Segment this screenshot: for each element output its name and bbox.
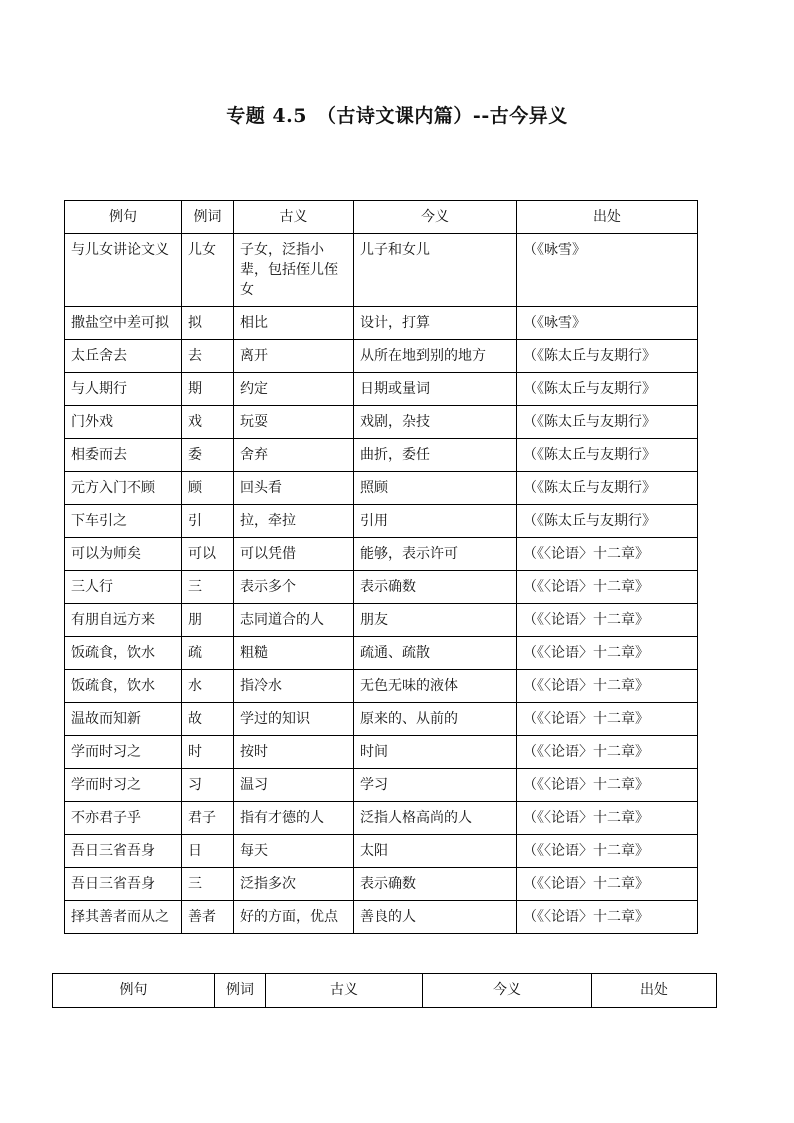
- table-row: [65, 505, 698, 538]
- cell-example-sentence: 不亦君子乎: [65, 802, 182, 835]
- cell-example-sentence: 学而时习之: [65, 769, 182, 802]
- cell-source: （《〈论语〉十二章》: [517, 538, 698, 571]
- table2-header-example-sentence: 例句: [53, 974, 215, 1008]
- cell-modern-meaning: 无色无味的液体: [354, 670, 517, 703]
- cell-source: （《陈太丘与友期行》: [517, 373, 698, 406]
- cell-example-sentence: 三人行: [65, 571, 182, 604]
- table-row: [65, 307, 698, 340]
- cell-ancient-meaning: 指冷水: [234, 670, 354, 703]
- cell-example-word: 日: [182, 835, 234, 868]
- cell-ancient-meaning: 离开: [234, 340, 354, 373]
- cell-source: （《〈论语〉十二章》: [517, 670, 698, 703]
- table-row: [65, 901, 698, 934]
- cell-source: （《咏雪》: [517, 234, 698, 307]
- cell-example-word: 去: [182, 340, 234, 373]
- cell-example-word: 可以: [182, 538, 234, 571]
- cell-example-sentence: 吾日三省吾身: [65, 835, 182, 868]
- cell-example-sentence: 撒盐空中差可拟: [65, 307, 182, 340]
- cell-modern-meaning: 疏通、疏散: [354, 637, 517, 670]
- table-row: [65, 340, 698, 373]
- cell-modern-meaning: 学习: [354, 769, 517, 802]
- cell-source: （《〈论语〉十二章》: [517, 802, 698, 835]
- cell-ancient-meaning: 回头看: [234, 472, 354, 505]
- table-row: [65, 439, 698, 472]
- cell-modern-meaning: 泛指人格高尚的人: [354, 802, 517, 835]
- cell-modern-meaning: 时间: [354, 736, 517, 769]
- table-body: [65, 234, 698, 934]
- table-row: [65, 571, 698, 604]
- cell-source: （《〈论语〉十二章》: [517, 571, 698, 604]
- cell-modern-meaning: 曲折，委任: [354, 439, 517, 472]
- cell-ancient-meaning: 志同道合的人: [234, 604, 354, 637]
- cell-source: （《〈论语〉十二章》: [517, 604, 698, 637]
- cell-source: （《咏雪》: [517, 307, 698, 340]
- header-example-word: 例词: [182, 201, 234, 234]
- cell-ancient-meaning: 表示多个: [234, 571, 354, 604]
- cell-source: （《〈论语〉十二章》: [517, 868, 698, 901]
- cell-ancient-meaning: 约定: [234, 373, 354, 406]
- cell-modern-meaning: 儿子和女儿: [354, 234, 517, 307]
- cell-example-word: 三: [182, 571, 234, 604]
- table-row: [65, 703, 698, 736]
- cell-example-sentence: 吾日三省吾身: [65, 868, 182, 901]
- header-modern-meaning: 今义: [354, 201, 517, 234]
- cell-ancient-meaning: 好的方面，优点: [234, 901, 354, 934]
- cell-source: （《陈太丘与友期行》: [517, 505, 698, 538]
- word-meaning-table-2: [52, 973, 717, 1008]
- cell-example-word: 故: [182, 703, 234, 736]
- header-ancient-meaning: 古义: [234, 201, 354, 234]
- cell-example-sentence: 元方入门不顾: [65, 472, 182, 505]
- cell-source: （《〈论语〉十二章》: [517, 769, 698, 802]
- cell-ancient-meaning: 拉，牵拉: [234, 505, 354, 538]
- cell-source: （《陈太丘与友期行》: [517, 472, 698, 505]
- cell-modern-meaning: 引用: [354, 505, 517, 538]
- cell-example-word: 君子: [182, 802, 234, 835]
- table-row: [65, 637, 698, 670]
- cell-ancient-meaning: 相比: [234, 307, 354, 340]
- cell-example-sentence: 相委而去: [65, 439, 182, 472]
- cell-example-word: 委: [182, 439, 234, 472]
- cell-source: （《〈论语〉十二章》: [517, 835, 698, 868]
- table-row: [65, 835, 698, 868]
- table2-header-ancient-meaning: 古义: [266, 974, 423, 1008]
- cell-example-sentence: 饭疏食，饮水: [65, 637, 182, 670]
- cell-example-word: 三: [182, 868, 234, 901]
- cell-example-word: 水: [182, 670, 234, 703]
- cell-ancient-meaning: 指有才德的人: [234, 802, 354, 835]
- cell-example-word: 期: [182, 373, 234, 406]
- cell-example-sentence: 门外戏: [65, 406, 182, 439]
- cell-ancient-meaning: 温习: [234, 769, 354, 802]
- cell-modern-meaning: 戏剧，杂技: [354, 406, 517, 439]
- table-header-row: [65, 201, 698, 234]
- table2-header-row: [53, 974, 717, 1008]
- cell-modern-meaning: 设计，打算: [354, 307, 517, 340]
- table2-header-example-word: 例词: [215, 974, 266, 1008]
- cell-example-word: 朋: [182, 604, 234, 637]
- table-row: [65, 736, 698, 769]
- table-row: [65, 604, 698, 637]
- table-row: [65, 769, 698, 802]
- table-row: [65, 406, 698, 439]
- table-row: [65, 868, 698, 901]
- cell-example-word: 拟: [182, 307, 234, 340]
- cell-example-word: 戏: [182, 406, 234, 439]
- cell-ancient-meaning: 子女，泛指小辈，包括侄儿侄女: [234, 234, 354, 307]
- cell-ancient-meaning: 可以凭借: [234, 538, 354, 571]
- cell-example-word: 时: [182, 736, 234, 769]
- table-row: [65, 373, 698, 406]
- cell-modern-meaning: 日期或量词: [354, 373, 517, 406]
- cell-example-word: 习: [182, 769, 234, 802]
- table-row: [65, 538, 698, 571]
- cell-example-sentence: 太丘舍去: [65, 340, 182, 373]
- cell-modern-meaning: 表示确数: [354, 868, 517, 901]
- cell-ancient-meaning: 粗糙: [234, 637, 354, 670]
- table2-header-modern-meaning: 今义: [423, 974, 592, 1008]
- cell-example-sentence: 下车引之: [65, 505, 182, 538]
- cell-example-sentence: 学而时习之: [65, 736, 182, 769]
- cell-example-word: 引: [182, 505, 234, 538]
- cell-example-word: 顾: [182, 472, 234, 505]
- cell-ancient-meaning: 学过的知识: [234, 703, 354, 736]
- cell-example-sentence: 与儿女讲论文义: [65, 234, 182, 307]
- cell-example-word: 儿女: [182, 234, 234, 307]
- table2-header-source: 出处: [592, 974, 717, 1008]
- cell-example-sentence: 可以为师矣: [65, 538, 182, 571]
- cell-modern-meaning: 能够，表示许可: [354, 538, 517, 571]
- table-row: [65, 802, 698, 835]
- cell-source: （《陈太丘与友期行》: [517, 439, 698, 472]
- cell-source: （《陈太丘与友期行》: [517, 406, 698, 439]
- header-example-sentence: 例句: [65, 201, 182, 234]
- word-meaning-table: [64, 200, 698, 934]
- cell-example-sentence: 温故而知新: [65, 703, 182, 736]
- cell-ancient-meaning: 玩耍: [234, 406, 354, 439]
- table-row: [65, 472, 698, 505]
- cell-modern-meaning: 朋友: [354, 604, 517, 637]
- cell-ancient-meaning: 每天: [234, 835, 354, 868]
- cell-example-sentence: 择其善者而从之: [65, 901, 182, 934]
- cell-source: （《陈太丘与友期行》: [517, 340, 698, 373]
- page-title: 专题 4.5 （古诗文课内篇）--古今异义: [226, 105, 568, 127]
- cell-source: （《〈论语〉十二章》: [517, 736, 698, 769]
- table-row: [65, 670, 698, 703]
- cell-source: （《〈论语〉十二章》: [517, 637, 698, 670]
- cell-example-sentence: 饭疏食，饮水: [65, 670, 182, 703]
- cell-ancient-meaning: 按时: [234, 736, 354, 769]
- cell-modern-meaning: 太阳: [354, 835, 517, 868]
- cell-example-word: 善者: [182, 901, 234, 934]
- cell-modern-meaning: 从所在地到别的地方: [354, 340, 517, 373]
- table-row: [65, 234, 698, 307]
- cell-modern-meaning: 善良的人: [354, 901, 517, 934]
- cell-example-word: 疏: [182, 637, 234, 670]
- cell-modern-meaning: 照顾: [354, 472, 517, 505]
- cell-modern-meaning: 原来的、从前的: [354, 703, 517, 736]
- cell-example-sentence: 有朋自远方来: [65, 604, 182, 637]
- cell-example-sentence: 与人期行: [65, 373, 182, 406]
- header-source: 出处: [517, 201, 698, 234]
- cell-source: （《〈论语〉十二章》: [517, 901, 698, 934]
- cell-ancient-meaning: 舍弃: [234, 439, 354, 472]
- cell-modern-meaning: 表示确数: [354, 571, 517, 604]
- cell-source: （《〈论语〉十二章》: [517, 703, 698, 736]
- cell-ancient-meaning: 泛指多次: [234, 868, 354, 901]
